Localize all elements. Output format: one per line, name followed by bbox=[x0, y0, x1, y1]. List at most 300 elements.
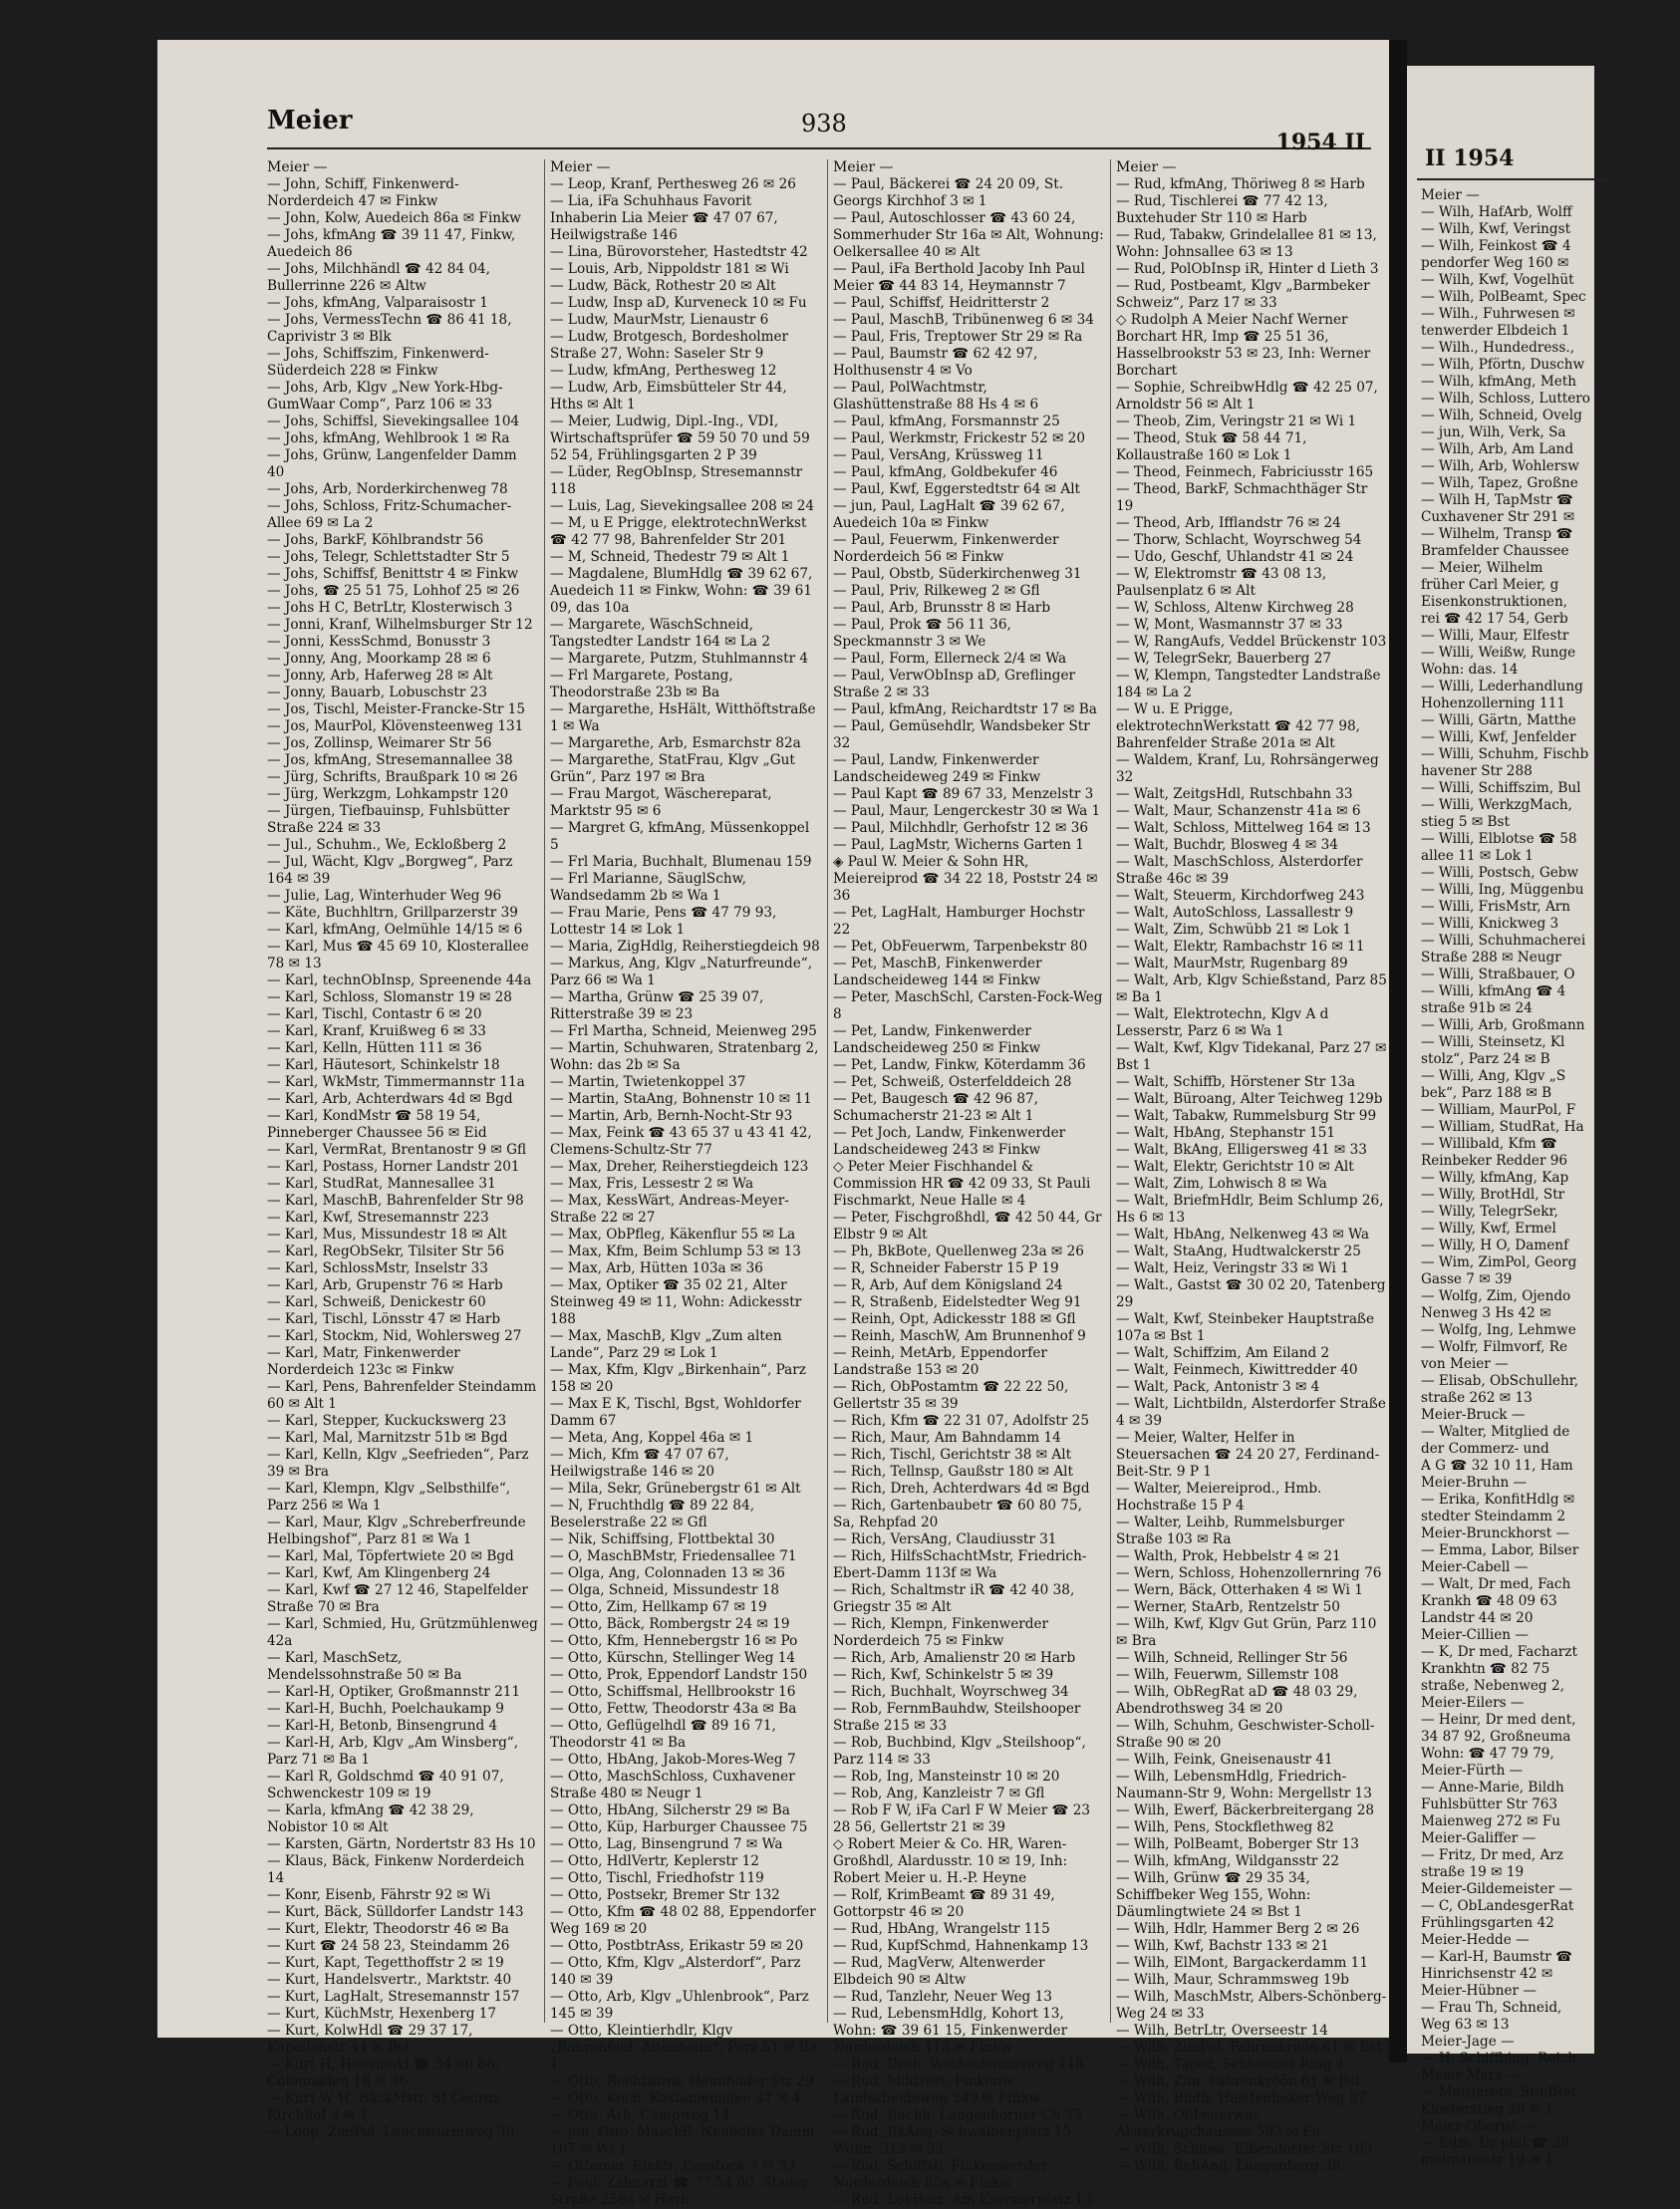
directory-entry: — Wilh, Tapez, Großne bbox=[1421, 475, 1578, 491]
directory-entry: — John, Schiff, Finkenwerd-Norderdeich 47 ✉ Finkw bbox=[267, 176, 459, 209]
directory-entry: — Jos, MaurPol, Klövensteenweg 131 bbox=[267, 718, 524, 734]
directory-entry: — N, Fruchthdlg ☎ 89 22 84, Beselerstraße 22 ✉ Gfl bbox=[550, 1498, 755, 1530]
directory-entry: Gasse 7 ✉ 39 bbox=[1421, 1271, 1513, 1287]
directory-entry: — Wilh, ObFeuerwm, Alsterkrugchaussee 592 ✉ Fu bbox=[1116, 2107, 1321, 2140]
directory-entry: — Otto, Geflügelhdl ☎ 89 16 71, Theodorstr 41 ✉ Ba bbox=[550, 1718, 776, 1751]
directory-entry: — Otto, Tischl, Friedhofstr 119 bbox=[550, 1870, 764, 1886]
directory-entry: — Nik, Schiffsing, Flottbektal 30 bbox=[550, 1531, 775, 1547]
directory-entry: — Rich, Tischl, Gerichtstr 38 ✉ Alt bbox=[833, 1447, 1072, 1463]
directory-entry: — Willi, Maur, Elfestr bbox=[1421, 628, 1569, 644]
directory-entry: — Wilh., Hundedress., bbox=[1421, 340, 1575, 356]
directory-entry: — Otto, HbAng, Jakob-Mores-Weg 7 bbox=[550, 1752, 796, 1768]
directory-entry: — Johs, Arb, Klgv „New York-Hbg-GumWaar Comp“, Parz 106 ✉ 33 bbox=[267, 380, 503, 413]
directory-entry: — Karl-H, Arb, Klgv „Am Winsberg“, Parz 71 ✉ Ba 1 bbox=[267, 1735, 519, 1768]
directory-entry: — jun, Otto, MaschB, Neuhöfer Damm 107 ✉ Wi 1 bbox=[550, 2124, 815, 2157]
directory-entry: — Paul, Baumstr ☎ 62 42 97, Holthusenstr 4 ✉ Vo bbox=[833, 346, 1038, 379]
directory-entry: — Lina, Bürovorsteher, Hastedtstr 42 bbox=[550, 244, 808, 260]
directory-entry: — William, StudRat, Ha bbox=[1421, 1119, 1584, 1135]
directory-entry: — Olga, Schneid, Missundestr 18 bbox=[550, 1582, 780, 1598]
directory-entry: — Wilh, Kwf, Veringst bbox=[1421, 221, 1571, 237]
directory-entry: — Karl, Kwf, Am Klingenberg 24 bbox=[267, 1565, 491, 1581]
directory-entry: — Karl, RegObSekr, Tilsiter Str 56 bbox=[267, 1243, 505, 1259]
directory-entry: — Ludw, Arb, Eimsbütteler Str 44, Hths ✉ Alt 1 bbox=[550, 380, 787, 413]
directory-entry: straße, Nebenweg 2, bbox=[1421, 1678, 1564, 1694]
directory-entry: — Walt, Schiffb, Hörstener Str 13a bbox=[1116, 1074, 1355, 1090]
directory-entry: — Walt, BkAng, Elligersweg 41 ✉ 33 bbox=[1116, 1142, 1367, 1158]
directory-entry: — Wilh, Feuerwm, Sillemstr 108 bbox=[1116, 1667, 1339, 1683]
directory-entry: — Wilh, Arb, Am Land bbox=[1421, 441, 1574, 457]
directory-entry: — Kurt H, Hausmakl ☎ 34 60 86, Colonnaden 18 ✉ 36 bbox=[267, 2057, 500, 2089]
directory-entry: — Walt, ZeitgsHdl, Rutschbahn 33 bbox=[1116, 786, 1353, 802]
directory-entry: — Jos, Zollinsp, Weimarer Str 56 bbox=[267, 735, 492, 751]
directory-entry: — Karl, Arb, Achterdwars 4d ✉ Bgd bbox=[267, 1091, 513, 1107]
header-rule bbox=[1417, 178, 1606, 180]
directory-entry: — Max E K, Tischl, Bgst, Wohldorfer Damm 67 bbox=[550, 1396, 801, 1429]
directory-entry: — Paul, Gemüsehdlr, Wandsbeker Str 32 bbox=[833, 718, 1090, 751]
directory-entry: — Ludw, Brotgesch, Bordesholmer Straße 27, Wohn: Saseler Str 9 bbox=[550, 329, 789, 362]
directory-entry: — Rud, Dreh, Weidenbaumsweg 118 bbox=[833, 2057, 1084, 2072]
directory-entry: — Max, Feink ☎ 43 65 37 u 43 41 42, Clemens-Schultz-Str 77 bbox=[550, 1125, 812, 1158]
directory-entry: — Karl, Stepper, Kuckuckswerg 23 bbox=[267, 1413, 507, 1429]
directory-entry: — Walt, Schiffzim, Am Eiland 2 bbox=[1116, 1345, 1330, 1361]
directory-entry: — Walt, AutoSchloss, Lassallestr 9 bbox=[1116, 905, 1354, 921]
directory-entry: — Erika, KonfitHdlg ✉ bbox=[1421, 1492, 1575, 1508]
directory-entry: — Paul, kfmAng, Goldbekufer 46 bbox=[833, 464, 1058, 480]
directory-entry: — Paul, Prok ☎ 56 11 36, Speckmannstr 3 ✉ We bbox=[833, 617, 1011, 650]
directory-entry: — Karl, WkMstr, Timmermannstr 11a bbox=[267, 1074, 525, 1090]
directory-entry: — Otto, Koch, Kastanienallee 37 ✉ 4 bbox=[550, 2090, 801, 2106]
directory-entry: — Rud, MagVerw, Altenwerder Elbdeich 90 ✉ Altw bbox=[833, 1955, 1045, 1988]
directory-entry: — Maria, ZigHdlg, Reiherstiegdeich 98 bbox=[550, 939, 820, 955]
directory-entry: — Walt, Kwf, Steinbeker Hauptstraße 107a ✉ Bst 1 bbox=[1116, 1311, 1375, 1344]
directory-entry: von Meier — bbox=[1421, 1356, 1509, 1372]
directory-entry: — Rich, Gartenbaubetr ☎ 60 80 75, Sa, Rehpfad 20 bbox=[833, 1498, 1082, 1530]
directory-column-1 bbox=[267, 159, 538, 2140]
directory-entry: — Karl, Mus ☎ 45 69 10, Klosterallee 78 ✉ 13 bbox=[267, 939, 529, 971]
directory-entry: — Paul, MaschB, Tribünenweg 6 ✉ 34 bbox=[833, 312, 1094, 328]
directory-entry: — Paul, Schiffsf, Heidritterstr 2 bbox=[833, 295, 1050, 311]
column-divider bbox=[1110, 159, 1111, 2023]
directory-entry: — Wilh, Grünw ☎ 29 35 34, Schiffbeker Weg 155, Wohn: Däumlingtwiete 24 ✉ Bst 1 bbox=[1116, 1870, 1311, 1920]
directory-entry: — Lia, iFa Schuhhaus Favorit Inhaberin Lia Meier ☎ 47 07 67, Heilwigstraße 146 bbox=[550, 193, 778, 243]
directory-entry: — Martha, Grünw ☎ 25 39 07, Ritterstraße 39 ✉ 23 bbox=[550, 989, 764, 1022]
directory-entry: — Karl-H, Optiker, Großmannstr 211 bbox=[267, 1684, 521, 1700]
directory-entry: straße 262 ✉ 13 bbox=[1421, 1390, 1533, 1406]
directory-entry: tenwerder Elbdeich 1 bbox=[1421, 323, 1570, 339]
directory-entry: — Johs, Milchhändl ☎ 42 84 04, Bullerrinne 226 ✉ Altw bbox=[267, 261, 490, 294]
page-number: 938 bbox=[801, 110, 847, 138]
directory-entry: — Walt, Pack, Antonistr 3 ✉ 4 bbox=[1116, 1379, 1320, 1395]
directory-entry: bek“, Parz 188 ✉ B bbox=[1421, 1085, 1552, 1101]
directory-entry: — Rud, Schiffsb, Finkenwerder Norderdeich 85a ✉ Finkw bbox=[833, 2158, 1048, 2191]
directory-entry: — Walt, Kwf, Klgv Tidekanal, Parz 27 ✉ Bst 1 bbox=[1116, 1040, 1387, 1073]
directory-entry: — Max, Kfm, Beim Schlump 53 ✉ 13 bbox=[550, 1243, 801, 1259]
directory-entry: stolz“, Parz 24 ✉ B bbox=[1421, 1051, 1550, 1067]
directory-entry: rei ☎ 42 17 54, Gerb bbox=[1421, 611, 1568, 627]
directory-entry: — Rud, Postbeamt, Klgv „Barmbeker Schweiz“, Parz 17 ✉ 33 bbox=[1116, 278, 1370, 311]
directory-entry: — Jürg, Werkzgm, Lohkampstr 120 bbox=[267, 786, 509, 802]
directory-entry: — Paul, Landw, Finkenwerder Landscheideweg 249 ✉ Finkw bbox=[833, 752, 1041, 785]
directory-entry: — Johs, Schiffszim, Finkenwerd-Süderdeich 228 ✉ Finkw bbox=[267, 346, 489, 379]
directory-entry: — Martin, StaAng, Bohnenstr 10 ✉ 11 bbox=[550, 1091, 812, 1107]
directory-entry: — R, Arb, Auf dem Königsland 24 bbox=[833, 1277, 1063, 1293]
directory-entry: — Karl, Tischl, Lönsstr 47 ✉ Harb bbox=[267, 1311, 501, 1327]
directory-entry: — Otto, Rechtsanw, Heimhuder Str 29 bbox=[550, 2073, 814, 2089]
directory-entry: — Kurt, LagHalt, Stresemannstr 157 bbox=[267, 1989, 520, 2005]
right-page-header: II 1954 bbox=[1425, 145, 1515, 171]
directory-entry: — Karl, Kwf, Stresemannstr 223 bbox=[267, 1210, 489, 1226]
directory-entry: — Karl R, Goldschmd ☎ 40 91 07, Schwenckestr 109 ✉ 19 bbox=[267, 1769, 504, 1801]
directory-entry: — Paul, Fris, Treptower Str 29 ✉ Ra bbox=[833, 329, 1083, 345]
directory-entry: Hohenzollerning 111 bbox=[1421, 695, 1566, 711]
directory-entry: — Pet, MaschB, Finkenwerder Landscheideweg 144 ✉ Finkw bbox=[833, 956, 1042, 988]
directory-entry: — Margarete, WäschSchneid, Tangstedter Landstr 164 ✉ La 2 bbox=[550, 617, 771, 650]
directory-entry: — Paul, Priv, Rilkeweg 2 ✉ Gfl bbox=[833, 583, 1040, 599]
directory-entry: Frühlingsgarten 42 bbox=[1421, 1915, 1554, 1931]
directory-entry: havener Str 288 bbox=[1421, 763, 1533, 779]
directory-entry: Meier — bbox=[1421, 187, 1480, 203]
directory-entry: — Wern, Bäck, Otterhaken 4 ✉ Wi 1 bbox=[1116, 1582, 1363, 1598]
directory-entry: — Anne-Marie, Bildh bbox=[1421, 1780, 1564, 1795]
directory-entry: — Rud, PolObInsp iR, Hinter d Lieth 3 bbox=[1116, 261, 1379, 277]
directory-entry: — Rich, Maur, Am Bahndamm 14 bbox=[833, 1430, 1061, 1446]
directory-entry: — W, Klempn, Tangstedter Landstraße 184 ✉ La 2 bbox=[1116, 668, 1381, 700]
directory-entry: — Paul, kfmAng, Forsmannstr 25 bbox=[833, 414, 1060, 429]
directory-entry: — Rich, Kwf, Schinkelstr 5 ✉ 39 bbox=[833, 1667, 1054, 1683]
directory-entry: — Karl, Klempn, Klgv „Selbsthilfe“, Parz 256 ✉ Wa 1 bbox=[267, 1481, 511, 1514]
directory-entry: Maienweg 272 ✉ Fu bbox=[1421, 1813, 1561, 1829]
directory-entry: — Willi, FrisMstr, Arn bbox=[1421, 899, 1571, 915]
directory-entry: — Wilh, Pens, Stockflethweg 82 bbox=[1116, 1819, 1334, 1835]
directory-entry: Hinrichsenstr 42 ✉ bbox=[1421, 1966, 1553, 1982]
directory-entry: — Walter, Meiereiprod., Hmb. Hochstraße 15 P 4 bbox=[1116, 1481, 1322, 1514]
directory-entry: — Kurt, Elektr, Theodorstr 46 ✉ Ba bbox=[267, 1921, 509, 1937]
directory-entry: — Meta, Ang, Koppel 46a ✉ 1 bbox=[550, 1430, 754, 1446]
directory-entry: Wohn: das. 14 bbox=[1421, 662, 1519, 678]
directory-entry: — Walt, HbAng, Stephanstr 151 bbox=[1116, 1125, 1336, 1141]
directory-entry: Meier-Galiffer — bbox=[1421, 1830, 1537, 1846]
directory-entry: — Pet, Baugesch ☎ 42 96 87, Schumacherstr 21-23 ✉ Alt 1 bbox=[833, 1091, 1038, 1124]
directory-entry: — Wilh, Feink, Gneisenaustr 41 bbox=[1116, 1752, 1333, 1768]
directory-entry: — Karl, Mus, Missundestr 18 ✉ Alt bbox=[267, 1227, 507, 1243]
directory-entry: — Max, ObPfleg, Käkenflur 55 ✉ La bbox=[550, 1227, 796, 1243]
column-divider bbox=[544, 159, 545, 2023]
directory-entry: — William, MaurPol, F bbox=[1421, 1102, 1576, 1118]
directory-entry: — Karl, Kelln, Klgv „Seefrieden“, Parz 39 ✉ Bra bbox=[267, 1447, 529, 1480]
directory-entry: — Otto, Postsekr, Bremer Str 132 bbox=[550, 1887, 780, 1903]
directory-entry: — Rich, Dreh, Achterdwars 4d ✉ Bgd bbox=[833, 1481, 1090, 1497]
directory-entry: — Willy, BrotHdl, Str bbox=[1421, 1187, 1565, 1203]
directory-entry: — Leop, ZimPol, Leuchtturmweg 30 bbox=[267, 2124, 515, 2140]
directory-entry: Cuxhavener Str 291 ✉ bbox=[1421, 509, 1575, 525]
directory-entry: — Mich, Kfm ☎ 47 07 67, Heilwigstraße 146 ✉ 20 bbox=[550, 1447, 729, 1480]
directory-entry: — Margret G, kfmAng, Müssenkoppel 5 bbox=[550, 820, 810, 853]
directory-entry: — Ludw, MaurMstr, Lienaustr 6 bbox=[550, 312, 769, 328]
directory-entry: — Emma, Labor, Bilser bbox=[1421, 1542, 1579, 1558]
directory-entry: — Theod, Arb, Ifflandstr 76 ✉ 24 bbox=[1116, 515, 1341, 531]
directory-entry: — Wilh, kfmAng, Meth bbox=[1421, 374, 1576, 390]
directory-entry: Klosterstieg 28 ✉ 1 bbox=[1421, 2101, 1554, 2117]
directory-entry: — Thorw, Schlacht, Woyrschweg 54 bbox=[1116, 532, 1362, 548]
directory-entry: — Rud, LokHeiz, Am Exerzierplatz 13 bbox=[833, 2192, 1093, 2208]
section-heading: Meier — bbox=[1116, 159, 1177, 175]
directory-entry: — Walt, Elektrotechn, Klgv A d Lesserstr, Parz 6 ✉ Wa 1 bbox=[1116, 1006, 1329, 1039]
directory-entry: — Wim, ZimPol, Georg bbox=[1421, 1254, 1577, 1270]
directory-entry: — Rich, Tellnsp, Gaußstr 180 ✉ Alt bbox=[833, 1464, 1073, 1480]
directory-entry: — Rud, kfmAng, Thöriweg 8 ✉ Harb bbox=[1116, 176, 1365, 192]
directory-entry: — Rud, LebensmHdlg, Kohort 13, Wohn: ☎ 39 61 15, Finkenwerder Norderdeich 115 ✉ Finkw bbox=[833, 2006, 1068, 2056]
directory-entry: — Karl-H, Buchh, Poelchaukamp 9 bbox=[267, 1701, 504, 1717]
directory-entry: — Paul, kfmAng, Reichardtstr 17 ✉ Ba bbox=[833, 701, 1097, 717]
directory-entry: der Commerz- und bbox=[1421, 1441, 1549, 1457]
directory-entry: — Olga, Ang, Colonnaden 13 ✉ 36 bbox=[550, 1565, 785, 1581]
directory-entry: — Margarethe, Arb, Esmarchstr 82a bbox=[550, 735, 801, 751]
directory-entry: — Rich, HilfsSchachtMstr, Friedrich-Ebert-Damm 113f ✉ Wa bbox=[833, 1548, 1087, 1581]
directory-entry: — Walt, StaAng, Hudtwalckerstr 25 bbox=[1116, 1243, 1361, 1259]
directory-entry: — W u. E Prigge, elektrotechnWerkstatt ☎ 42 77 98, Bahrenfelder Straße 201a ✉ Alt bbox=[1116, 701, 1360, 751]
column-divider bbox=[827, 159, 828, 2023]
directory-entry: Weg 63 ✉ 13 bbox=[1421, 2017, 1510, 2033]
directory-entry: — Rud, Tanzlehr, Neuer Weg 13 bbox=[833, 1989, 1052, 2005]
directory-entry: — Walt, Elektr, Gerichtstr 10 ✉ Alt bbox=[1116, 1159, 1354, 1175]
directory-entry: — W, Schloss, Altenw Kirchweg 28 bbox=[1116, 600, 1354, 616]
directory-entry: — Kurt, Kapt, Tegetthoffstr 2 ✉ 19 bbox=[267, 1955, 504, 1971]
directory-entry: — Fritz, Dr med, Arz bbox=[1421, 1847, 1563, 1863]
directory-entry: — Pet Joch, Landw, Finkenwerder Landscheideweg 243 ✉ Finkw bbox=[833, 1125, 1066, 1158]
directory-entry: — Rich, Klempn, Finkenwerder Norderdeich 75 ✉ Finkw bbox=[833, 1616, 1049, 1649]
directory-entry: — Udo, Geschf, Uhlandstr 41 ✉ 24 bbox=[1116, 549, 1354, 565]
directory-entry: — Karl, StudRat, Mannesallee 31 bbox=[267, 1176, 496, 1192]
directory-entry: — Paul, Zahnarzt ☎ 77 54 00, Stader Straße 258a ✉ Harb bbox=[550, 2175, 809, 2208]
directory-entry: — Frl Margarete, Postang, Theodorstraße 23b ✉ Ba bbox=[550, 668, 733, 700]
directory-entry: — W, TelegrSekr, Bauerberg 27 bbox=[1116, 651, 1331, 667]
directory-entry: — Meier, Wilhelm bbox=[1421, 560, 1543, 576]
directory-column-4 bbox=[1116, 159, 1387, 2174]
directory-entry: — Willi, WerkzgMach, bbox=[1421, 797, 1572, 813]
directory-entry: Meier-Fürth — bbox=[1421, 1763, 1524, 1779]
directory-entry: — Heinr, Dr med dent, bbox=[1421, 1712, 1576, 1728]
directory-entry: — Karl, SchlossMstr, Inselstr 33 bbox=[267, 1260, 488, 1276]
directory-entry: Meier-Eilers — bbox=[1421, 1695, 1525, 1711]
directory-entry: — Wilh., Fuhrwesen ✉ bbox=[1421, 306, 1575, 322]
directory-entry: — Pet, Landw, Finkw, Köterdamm 36 bbox=[833, 1057, 1086, 1073]
directory-entry: — Walt, Schloss, Mittelweg 164 ✉ 13 bbox=[1116, 820, 1371, 836]
directory-entry: — Otto, Lag, Binsengrund 7 ✉ Wa bbox=[550, 1836, 783, 1852]
directory-entry: Meier-Bruck — bbox=[1421, 1407, 1526, 1423]
directory-entry: — Jürgen, Tiefbauinsp, Fuhlsbütter Straße 224 ✉ 33 bbox=[267, 803, 510, 836]
directory-entry: — Willy, kfmAng, Kap bbox=[1421, 1170, 1569, 1186]
directory-entry: — Paul, LagMstr, Wicherns Garten 1 bbox=[833, 837, 1084, 853]
directory-entry: — Meier, Walter, Helfer in Steuersachen ☎ 24 20 27, Ferdinand-Beit-Str. 9 P 1 bbox=[1116, 1430, 1380, 1480]
directory-entry: — Reinh, Opt, Adickesstr 188 ✉ Gfl bbox=[833, 1311, 1076, 1327]
directory-entry: — Wilh, ObRegRat aD ☎ 48 03 29, Abendrothsweg 34 ✉ 20 bbox=[1116, 1684, 1358, 1717]
directory-entry: Landstr 44 ✉ 20 bbox=[1421, 1610, 1534, 1626]
directory-entry: straße 91b ✉ 24 bbox=[1421, 1000, 1533, 1016]
directory-entry: — Walt, Büroang, Alter Teichweg 129b bbox=[1116, 1091, 1383, 1107]
directory-entry: — Otto, Prok, Eppendorf Landstr 150 bbox=[550, 1667, 808, 1683]
directory-entry: — Theod, BarkF, Schmachthäger Str 19 bbox=[1116, 481, 1368, 514]
directory-entry: — Frl Marianne, SäuglSchw, Wandsedamm 2b ✉ Wa 1 bbox=[550, 871, 746, 904]
directory-entry: Meier-Gildemeister — bbox=[1421, 1881, 1572, 1897]
directory-entry: — Walt, Maur, Schanzenstr 41a ✉ 6 bbox=[1116, 803, 1361, 819]
directory-entry: — Walter, Mitglied de bbox=[1421, 1424, 1570, 1440]
directory-entry: — Wilh, Kwf, Bachstr 133 ✉ 21 bbox=[1116, 1938, 1329, 1954]
directory-entry: — Reinh, MetArb, Eppendorfer Landstraße 153 ✉ 20 bbox=[833, 1345, 1047, 1378]
directory-entry: — Rich, Buchhalt, Woyrschweg 34 bbox=[833, 1684, 1069, 1700]
directory-entry: — Wilhelm, Transp ☎ bbox=[1421, 526, 1573, 542]
directory-entry: — Walt, Arb, Klgv Schießstand, Parz 85 ✉ Ba 1 bbox=[1116, 972, 1387, 1005]
directory-entry: — Willi, Ang, Klgv „S bbox=[1421, 1068, 1566, 1084]
directory-entry: — Rud, BkAng, Schwalbenplatz 15, Wohn: 312 ✉ 33 bbox=[833, 2124, 1076, 2157]
directory-entry: — Paul, Maur, Lengerckestr 30 ✉ Wa 1 bbox=[833, 803, 1101, 819]
directory-entry: — Wilh, Zim, Fahrenkröön 61 ✉ Bst bbox=[1116, 2073, 1361, 2089]
directory-entry: — Walt, Buchdr, Blosweg 4 ✉ 34 bbox=[1116, 837, 1338, 853]
directory-entry: — Wilh, PolBeamt, Spec bbox=[1421, 289, 1586, 305]
directory-entry: Meier-Jage — bbox=[1421, 2034, 1515, 2050]
directory-entry: — Wilh, ZimPol, Fahrenkröön 61 ✉ Bst bbox=[1116, 2040, 1382, 2056]
directory-entry: — Walt, Lichtbildn, Alsterdorfer Straße 4 ✉ 39 bbox=[1116, 1396, 1386, 1429]
directory-entry: — Willy, H O, Damenf bbox=[1421, 1238, 1569, 1253]
section-heading: Meier — bbox=[550, 159, 611, 175]
directory-entry: — Rich, Arb, Amalienstr 20 ✉ Harb bbox=[833, 1650, 1076, 1666]
directory-entry: — Willi, Schiffszim, Bul bbox=[1421, 780, 1581, 796]
directory-entry: — Willi, Weißw, Runge bbox=[1421, 645, 1576, 661]
directory-entry: — Otto, Kfm, Hennebergstr 16 ✉ Po bbox=[550, 1633, 798, 1649]
directory-entry: — Otto, Kfm ☎ 48 02 88, Eppendorfer Weg 169 ✉ 20 bbox=[550, 1904, 816, 1937]
directory-entry: — Rob, FernmBauhdw, Steilshooper Straße 215 ✉ 33 bbox=[833, 1701, 1081, 1734]
directory-entry: — Wilh, BehAng, Langenberg 38 bbox=[1116, 2158, 1341, 2174]
directory-entry: — Willi, Arb, Großmann bbox=[1421, 1017, 1585, 1033]
directory-entry: — Wilh, Ewerf, Bäckerbreitergang 28 bbox=[1116, 1802, 1374, 1818]
directory-entry: — Walt, Zim, Schwübb 21 ✉ Lok 1 bbox=[1116, 922, 1352, 938]
directory-entry: — Willi, Kwf, Jenfelder bbox=[1421, 729, 1576, 745]
directory-entry: — Karl, Schmied, Hu, Grützmühlenweg 42a bbox=[267, 1616, 538, 1649]
directory-entry: — H, Schiffbing, Reich bbox=[1421, 2051, 1577, 2067]
directory-entry: — Johs, Telegr, Schlettstadter Str 5 bbox=[267, 549, 510, 565]
directory-entry: — Rich, ObPostamtm ☎ 22 22 50, Gellertstr 35 ✉ 39 bbox=[833, 1379, 1069, 1412]
directory-entry: Reinbeker Redder 96 bbox=[1421, 1153, 1568, 1169]
directory-entry: — Willi, Gärtn, Matthe bbox=[1421, 712, 1576, 728]
directory-entry: — Rud, Buchh, Langenhorner Ch 35 bbox=[833, 2107, 1082, 2123]
directory-entry: Meier-Cabell — bbox=[1421, 1559, 1529, 1575]
directory-entry: — Rob, Buchbind, Klgv „Steilshoop“, Parz 114 ✉ 33 bbox=[833, 1735, 1086, 1768]
directory-entry: — C, ObLandesgerRat bbox=[1421, 1898, 1574, 1914]
directory-entry: — Karl, VermRat, Brentanostr 9 ✉ Gfl bbox=[267, 1142, 527, 1158]
directory-entry: — jun, Wilh, Verk, Sa bbox=[1421, 424, 1566, 440]
directory-entry: — Wilh, Maur, Schrammsweg 19b bbox=[1116, 1972, 1349, 1988]
directory-entry: — Paul, Obstb, Süderkirchenweg 31 bbox=[833, 566, 1082, 582]
right-page bbox=[1407, 66, 1594, 2168]
directory-entry: — Otto, Kleintierhdlr, Klgv „Bahrenfeld, Altenheim“, Parz 51 ✉ Ba 1 bbox=[550, 2023, 818, 2072]
directory-entry: — Johs, BarkF, Köhlbrandstr 56 bbox=[267, 532, 484, 548]
directory-entry: — Klaus, Bäck, Finkenw Norderdeich 14 bbox=[267, 1853, 525, 1886]
directory-entry: — Leop, Kranf, Perthesweg 26 ✉ 26 bbox=[550, 176, 796, 192]
directory-entry: — Paul, VersAng, Krüssweg 11 bbox=[833, 447, 1044, 463]
directory-entry: — Johs, Schiffsf, Benittstr 4 ✉ Finkw bbox=[267, 566, 519, 582]
header-year: 1954 II bbox=[1275, 130, 1365, 155]
directory-entry: — Margarete, Putzm, Stuhlmannstr 4 bbox=[550, 651, 809, 667]
directory-entry: — Rud, KupfSchmd, Hahnenkamp 13 bbox=[833, 1938, 1089, 1954]
directory-entry: — Jonny, Ang, Moorkamp 28 ✉ 6 bbox=[267, 651, 491, 667]
directory-entry: — Karl, kfmAng, Oelmühle 14/15 ✉ 6 bbox=[267, 922, 523, 938]
directory-entry: — Magdalene, BlumHdlg ☎ 39 62 67, Auedeich 11 ✉ Finkw, Wohn: ☎ 39 61 09, das 10a bbox=[550, 566, 813, 616]
directory-entry: — Otto, Arb, Klgv „Uhlenbrook“, Parz 145 ✉ 39 bbox=[550, 1989, 809, 2022]
directory-entry: — Kurt, Handelsvertr., Marktstr. 40 bbox=[267, 1972, 512, 1988]
directory-entry: A G ☎ 32 10 11, Ham bbox=[1421, 1458, 1573, 1474]
directory-entry: — M, Schneid, Thedestr 79 ✉ Alt 1 bbox=[550, 549, 790, 565]
directory-entry: — Rud, Mildvert, Finkenw Landscheideweg 249 ✉ Finkw bbox=[833, 2073, 1041, 2106]
directory-entry: — Otto, HdlVertr, Keplerstr 12 bbox=[550, 1853, 759, 1869]
directory-entry: — Max, KessWärt, Andreas-Meyer-Straße 22 ✉ 27 bbox=[550, 1193, 789, 1226]
directory-entry: Straße 288 ✉ Neugr bbox=[1421, 950, 1561, 966]
directory-entry: — Willi, Steinsetz, Kl bbox=[1421, 1034, 1565, 1050]
directory-entry: — Frl Martha, Schneid, Meienweg 295 bbox=[550, 1023, 817, 1039]
directory-entry: — Karl, Stockm, Nid, Wohlersweg 27 bbox=[267, 1328, 522, 1344]
directory-entry: — Rolf, KrimBeamt ☎ 89 31 49, Gottorpstr 46 ✉ 20 bbox=[833, 1887, 1055, 1920]
directory-entry: — Walt., Gastst ☎ 30 02 20, Tatenberg 29 bbox=[1116, 1277, 1386, 1310]
directory-entry: — R, Straßenb, Eidelstedter Weg 91 bbox=[833, 1294, 1082, 1310]
directory-entry: — Louis, Arb, Nippoldstr 181 ✉ Wi bbox=[550, 261, 789, 277]
directory-entry: — Karl, Häutesort, Schinkelstr 18 bbox=[267, 1057, 500, 1073]
directory-entry: — Wern, Schloss, Hohenzollernring 76 bbox=[1116, 1565, 1382, 1581]
directory-entry: — Wilh, Schloss, Eißendorfer Str 193 bbox=[1116, 2141, 1373, 2157]
directory-entry: — Paul, PolWachtmstr, Glashüttenstraße 88 Hs 4 ✉ 6 bbox=[833, 380, 1039, 413]
directory-entry: — Walt, Heiz, Veringstr 33 ✉ Wi 1 bbox=[1116, 1260, 1349, 1276]
directory-entry: — Karl, technObInsp, Spreenende 44a bbox=[267, 972, 532, 988]
directory-entry: — Wilh, Kwf, Klgv Gut Grün, Parz 110 ✉ Bra bbox=[1116, 1616, 1377, 1649]
directory-entry: — Rich, VersAng, Claudiusstr 31 bbox=[833, 1531, 1057, 1547]
directory-entry: — Paul, iFa Berthold Jacoby Inh Paul Meier ☎ 44 83 14, Heymannstr 7 bbox=[833, 261, 1085, 294]
directory-entry: — Wilh, Arb, Wohlersw bbox=[1421, 458, 1579, 474]
directory-entry: — Rob, Ang, Kanzleistr 7 ✉ Gfl bbox=[833, 1786, 1045, 1801]
directory-entry: — Frau Margot, Wäschereparat, Marktstr 95 ✉ 6 bbox=[550, 786, 772, 819]
directory-entry: Meier-Hedde — bbox=[1421, 1932, 1530, 1948]
directory-entry: — Frl Maria, Buchhalt, Blumenau 159 bbox=[550, 854, 812, 870]
directory-entry: — Otto, MaschSchloss, Cuxhavener Straße 480 ✉ Neugr 1 bbox=[550, 1769, 795, 1801]
directory-entry: — Rob, Ing, Mansteinstr 10 ✉ 20 bbox=[833, 1769, 1060, 1785]
directory-entry: — Luis, Lag, Sievekingsallee 208 ✉ 24 bbox=[550, 498, 815, 514]
directory-entry: straße 19 ✉ 19 bbox=[1421, 1864, 1525, 1880]
directory-entry: allee 11 ✉ Lok 1 bbox=[1421, 848, 1534, 864]
directory-entry: melmannstr 19 ✉ 1 bbox=[1421, 2152, 1554, 2168]
directory-entry: — Wilh H, TapMstr ☎ bbox=[1421, 492, 1573, 508]
directory-entry: — Willy, Kwf, Ermel bbox=[1421, 1221, 1556, 1237]
directory-entry: — Werner, StaArb, Rentzelstr 50 bbox=[1116, 1599, 1340, 1615]
directory-entry: — Otto, Zim, Hellkamp 67 ✉ 19 bbox=[550, 1599, 767, 1615]
directory-entry: — Kurt, KolwHdl ☎ 29 37 17, Kapellenstr 44 ✉ Bst bbox=[267, 2023, 473, 2056]
directory-entry: — Karl, Schloss, Slomanstr 19 ✉ 28 bbox=[267, 989, 512, 1005]
directory-entry: Krankh ☎ 48 09 63 bbox=[1421, 1593, 1557, 1609]
directory-entry: — Johs, Grünw, Langenfelder Damm 40 bbox=[267, 447, 517, 480]
directory-entry: — Walt, MaschSchloss, Alsterdorfer Straße 46c ✉ 39 bbox=[1116, 854, 1363, 887]
directory-entry: Nenweg 3 Hs 42 ✉ bbox=[1421, 1305, 1551, 1321]
directory-entry: ◇ Robert Meier & Co. HR, Waren-Großhdl, Alardusstr. 10 ✉ 19, Inh: Robert Meier u. H.-P. Heyne bbox=[833, 1836, 1068, 1886]
directory-entry: — Waldem, Kranf, Lu, Rohrsängerweg 32 bbox=[1116, 752, 1379, 785]
directory-entry: — Theod, Feinmech, Fabriciusstr 165 bbox=[1116, 464, 1374, 480]
directory-entry: Meier-Cillien — bbox=[1421, 1627, 1529, 1643]
section-heading: Meier — bbox=[833, 159, 894, 175]
directory-entry: — Karl, Kelln, Hütten 111 ✉ 36 bbox=[267, 1040, 482, 1056]
directory-entry: — Karl, Mal, Töpfertwiete 20 ✉ Bgd bbox=[267, 1548, 514, 1564]
directory-entry: — Karl, Pens, Bahrenfelder Steindamm 60 ✉ Alt 1 bbox=[267, 1379, 537, 1412]
directory-entry: Wohn: ☎ 47 79 79, bbox=[1421, 1746, 1554, 1762]
directory-entry: — Wilh, Schuhm, Geschwister-Scholl-Straße 90 ✉ 20 bbox=[1116, 1718, 1375, 1751]
directory-entry: — Johs, kfmAng, Valparaisostr 1 bbox=[267, 295, 488, 311]
directory-entry: stieg 5 ✉ Bst bbox=[1421, 814, 1510, 830]
directory-entry: — Otto, HbAng, Silcherstr 29 ✉ Ba bbox=[550, 1802, 790, 1818]
directory-entry: — Paul, Autoschlosser ☎ 43 60 24, Sommerhuder Str 16a ✉ Alt, Wohnung: Oelkersallee 40 ✉ Alt bbox=[833, 210, 1104, 260]
directory-entry: — Jonny, Bauarb, Lobuschstr 23 bbox=[267, 685, 487, 700]
